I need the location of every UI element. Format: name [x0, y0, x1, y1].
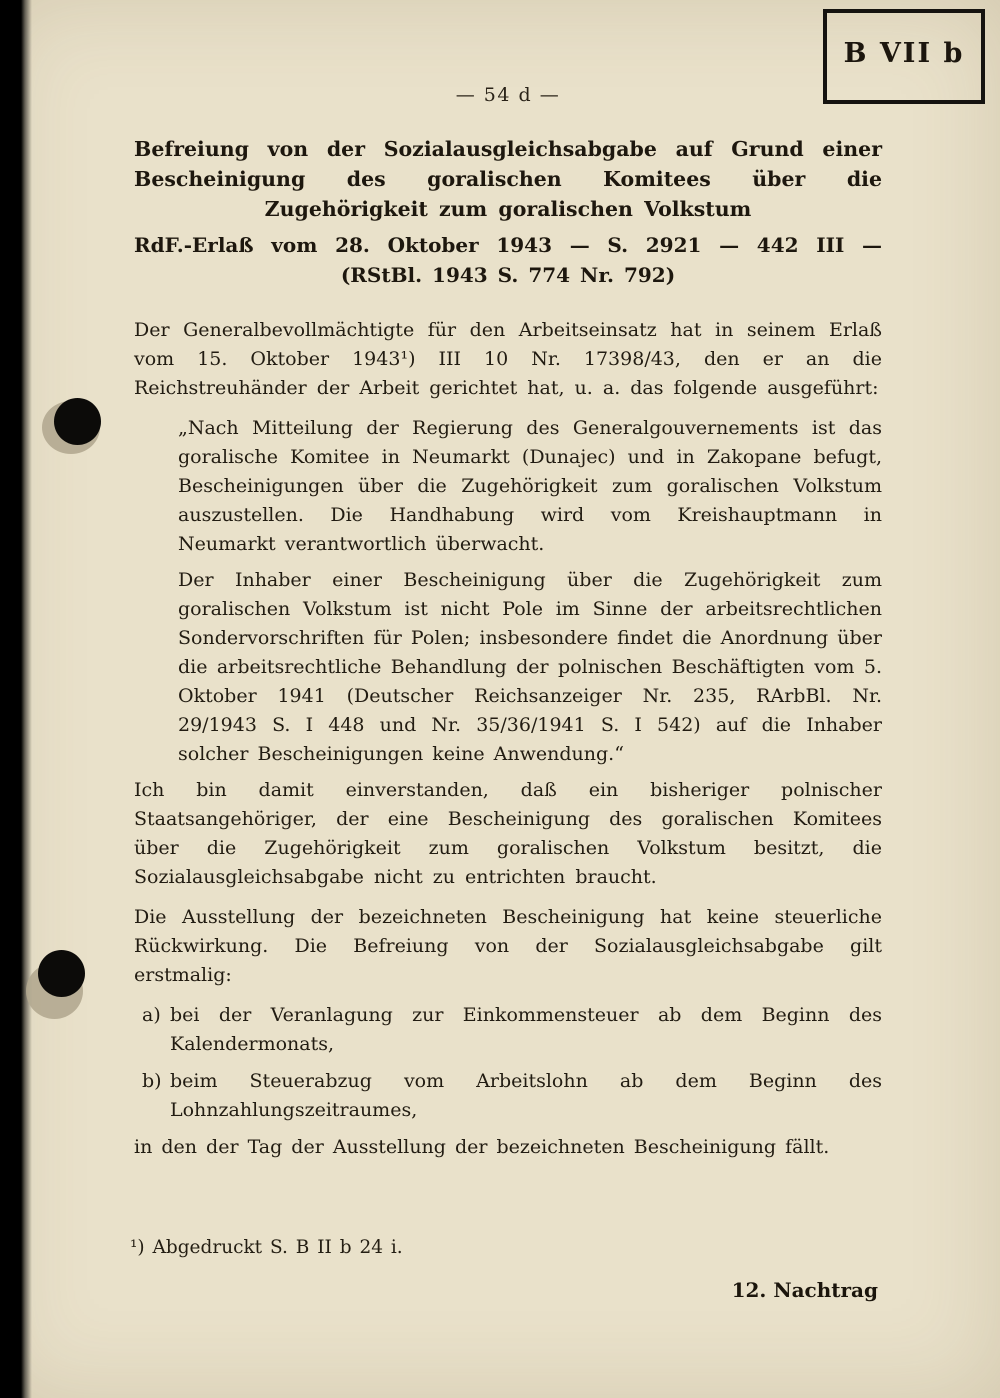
hole-punch-bottom	[26, 950, 96, 1020]
paragraph-consent: Ich bin damit einverstanden, daß ein bisheriger polnischer Staatsangehöriger, der eine Bescheinigung des goralischen Komitees über die Zugehörigkeit zum goralischen Volkstum besitzt, die Sozialausgleichsabgabe nicht zu entrichten braucht.	[134, 779, 882, 888]
list-text-a: bei der Veranlagung zur Einkommensteuer ab dem Beginn des Kalendermonats,	[170, 1004, 882, 1055]
paragraph-closing: in den der Tag der Ausstellung der bezeichneten Bescheinigung fällt.	[134, 1136, 830, 1158]
list-marker-a: a)	[142, 1004, 161, 1026]
list-item-b	[134, 1067, 882, 1125]
supplement-label: 12. Nachtrag	[731, 1278, 878, 1302]
decree-reference: RdF.-Erlaß vom 28. Oktober 1943 — S. 2921 — 442 III — (RStBl. 1943 S. 774 Nr. 792)	[134, 233, 882, 287]
paragraph-quote-1: „Nach Mitteilung der Regierung des Generalgouvernements ist das goralische Komitee in Neumarkt (Dunajec) und in Zakopane befugt, Bescheinigungen über die Zugehörigkeit zum goralischen Volkstum auszustellen. Die Handhabung wird vom Kreishauptmann in Neumarkt verantwortlich überwacht.	[178, 417, 882, 555]
list-item-a	[134, 1001, 882, 1059]
scan-edge-shadow	[0, 0, 32, 1398]
hole-punch-circle	[38, 950, 85, 997]
footnote: ¹) Abgedruckt S. B II b 24 i.	[130, 1237, 403, 1258]
page-number: — 54 d —	[455, 84, 561, 106]
list-marker-b: b)	[142, 1070, 162, 1092]
paragraph-intro: Der Generalbevollmächtigte für den Arbeitseinsatz hat in seinem Erlaß vom 15. Oktober 1943¹) III 10 Nr. 17398/43, den er an die Reichstreuhänder der Arbeit gerichtet hat, u. a. das folgende ausgeführt:	[134, 319, 882, 399]
page-content	[134, 84, 882, 1162]
paragraph-quote-2: Der Inhaber einer Bescheinigung über die Zugehörigkeit zum goralischen Volkstum ist nicht Pole im Sinne der arbeitsrechtlichen Sondervorschriften für Polen; insbesondere findet die Anordnung über die arbeitsrechtliche Behandlung der polnischen Beschäftigten vom 5. Oktober 1941 (Deutscher Reichsanzeiger Nr. 235, RArbBl. Nr. 29/1943 S. I 448 und Nr. 35/36/1941 S. I 542) auf die Inhaber solcher Bescheinigungen keine Anwendung.“	[178, 569, 882, 765]
paragraph-effect: Die Ausstellung der bezeichneten Bescheinigung hat keine steuerliche Rückwirkung. Die Befreiung von der Sozialausgleichsabgabe gilt erstmalig:	[134, 906, 882, 986]
quoted-block	[178, 414, 882, 769]
hole-punch-circle	[54, 398, 101, 445]
hole-punch-top	[42, 398, 112, 456]
document-title: Befreiung von der Sozialausgleichsabgabe auf Grund einer Bescheinigung des goralischen Komitees über die Zugehörigkeit zum goralischen Volkstum	[134, 137, 882, 221]
section-label: B VII b	[843, 38, 965, 69]
list-text-b: beim Steuerabzug vom Arbeitslohn ab dem Beginn des Lohnzahlungszeitraumes,	[170, 1070, 882, 1121]
